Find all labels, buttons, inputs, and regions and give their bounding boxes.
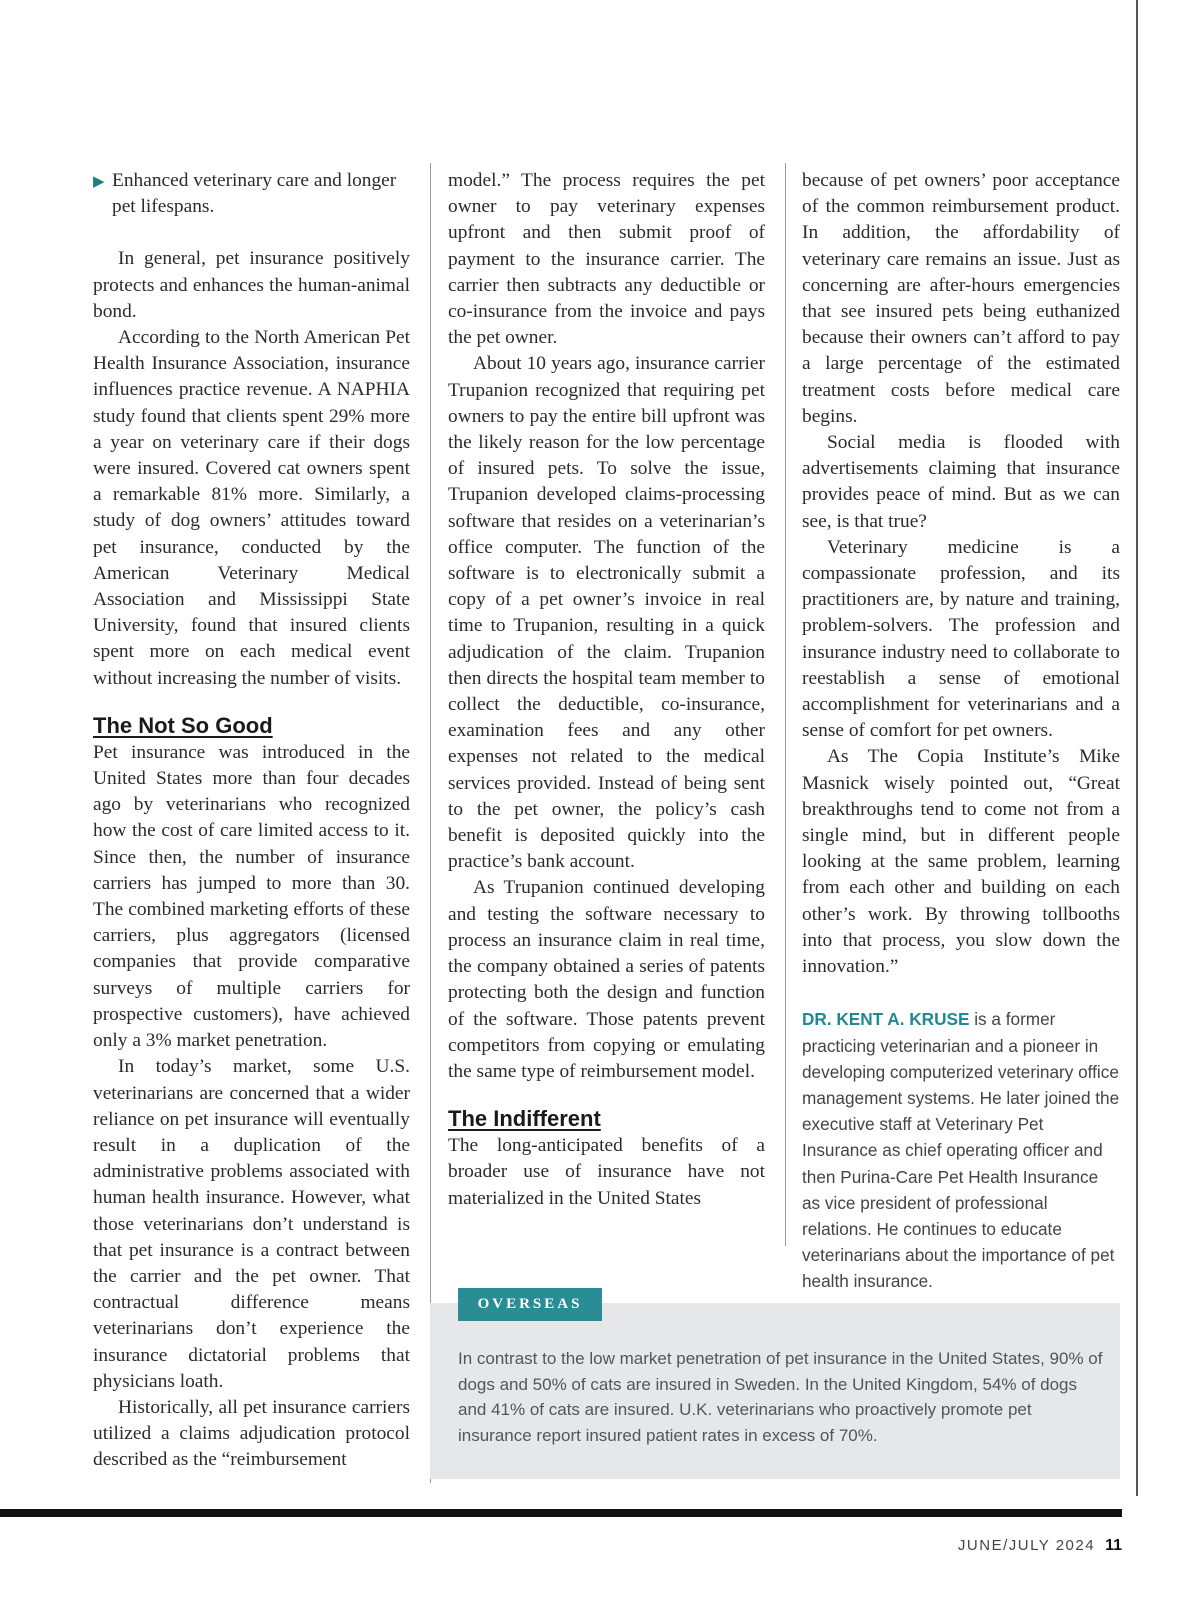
paragraph: Social media is flooded with advertisements claiming that insurance provides peace of mind. But as we can see, is that true?	[802, 432, 1120, 532]
footer-rule	[0, 1509, 1122, 1517]
paragraph: As The Copia Institute’s Mike Masnick wisely pointed out, “Great breakthroughs tend to come not from a single mind, but in different people looking at the same problem, learning from each other and building on each other’s work. By throwing tollbooths into that process, you slow down the innovation.”	[802, 746, 1120, 978]
paragraph: because of pet owners’ poor acceptance of the common reimbursement product. In addition, the affordability of veterinary care remains an issue. Just as concerning are after-hours emergencies that see insured pets being euthanized because their owners can’t afford to pay a large percentage of the estimated treatment costs before medical care begins.	[802, 170, 1120, 427]
column-divider	[430, 163, 431, 1483]
paragraph: Veterinary medicine is a compassionate profession, and its practitioners are, by nature and training, problem-solvers. The profession and insurance industry need to collaborate to reestablish a sense of emotional accomplishment for veterinarians and a sense of comfort for pet owners.	[802, 536, 1120, 742]
author-bio-text: is a former practicing veterinarian and a pioneer in developing computerized veterinary office management systems. He later joined the executive staff at Veterinary Pet Insurance as chief operating officer and then Purina-Care Pet Health Insurance as vice president of professional relations. He continues to educate veterinarians about the importance of pet health insurance.	[802, 1009, 1120, 1292]
author-bio	[802, 1006, 1120, 1294]
paragraph: In general, pet insurance positively protects and enhances the human-animal bond.	[93, 248, 410, 322]
author-name: DR. KENT A. KRUSE	[802, 1009, 970, 1030]
article-column-2	[448, 168, 765, 1212]
sidebar-text: In contrast to the low market penetration of pet insurance in the United States, 90% of dogs and 50% of cats are insured in Sweden. In the United Kingdom, 54% of dogs and 41% of cats are insured. U.K. veterinarians who proactively promote pet insurance report insured patient rates in excess of 70%.	[458, 1349, 1103, 1445]
section-heading-not-so-good: The Not So Good	[93, 712, 273, 738]
paragraph: The long-anticipated benefits of a broader use of insurance have not materialized in the United States	[448, 1135, 765, 1209]
page-footer	[958, 1537, 1122, 1555]
paragraph: In today’s market, some U.S. veterinarians are concerned that a wider reliance on pet insurance will eventually result in a duplication of the administrative problems associated with human health insurance. However, what those veterinarians don’t understand is that pet insurance is a contract between the carrier and the pet owner. That contractual difference means veterinarians don’t experience the insurance dictatorial problems that physicians loath.	[93, 1056, 410, 1392]
page-edge-rule	[1136, 0, 1138, 1496]
paragraph: As Trupanion continued developing and testing the software necessary to process an insurance claim in real time, the company obtained a series of patents protecting both the design and function of the software. Those patents prevent competitors from copying or emulating the same type of reimbursement model.	[448, 877, 765, 1082]
article-column-1	[93, 168, 410, 1474]
column-divider	[785, 163, 786, 1246]
bullet-item	[93, 168, 410, 220]
triangle-bullet-icon: ▶	[93, 172, 105, 190]
issue-date: JUNE/JULY 2024	[957, 1537, 1096, 1554]
page-number: 11	[1105, 1537, 1122, 1554]
paragraph: model.” The process requires the pet owner to pay veterinary expenses upfront and then submit proof of payment to the insurance carrier. The carrier then subtracts any deductible or co-insurance from the invoice and pays the pet owner.	[448, 170, 765, 349]
paragraph: Pet insurance was introduced in the United States more than four decades ago by veterinarians who recognized how the cost of care limited access to it. Since then, the number of insurance carriers has jumped to more than 30. The combined marketing efforts of these carriers, plus aggregators (licensed companies that provide comparative surveys of multiple carriers for prospective customers), have achieved only a 3% market penetration.	[93, 741, 410, 1052]
sidebar-tag: OVERSEAS	[458, 1288, 602, 1321]
paragraph: Historically, all pet insurance carriers utilized a claims adjudication protocol described as the “reimbursement	[93, 1396, 410, 1471]
article-column-3	[802, 168, 1120, 1295]
paragraph: About 10 years ago, insurance carrier Trupanion recognized that requiring pet owners to pay the entire bill upfront was the likely reason for the low percentage of insured pets. To solve the issue, Trupanion developed claims-processing software that resides on a veterinarian’s office computer. The function of the software is to electronically submit a copy of a pet owner’s invoice in real time to Trupanion, resulting in a quick adjudication of the claim. Trupanion then directs the hospital team member to collect the deductible, co-insurance, examination fees and any other expenses not related to the medical services provided. Instead of being sent to the pet owner, the policy’s cash benefit is deposited quickly into the practice’s bank account.	[448, 353, 765, 873]
paragraph: According to the North American Pet Health Insurance Association, insurance influences practice revenue. A NAPHIA study found that clients spent 29% more a year on veterinary care if their dogs were insured. Covered cat owners spent a remarkable 81% more. Similarly, a study of dog owners’ attitudes toward pet insurance, conducted by the American Veterinary Medical Association and Mississippi State University, found that insured clients spent more on each medical event without increasing the number of visits.	[93, 327, 410, 689]
bullet-text: Enhanced veterinary care and longer pet lifespans.	[112, 170, 397, 218]
section-heading-indifferent: The Indifferent	[448, 1106, 601, 1132]
